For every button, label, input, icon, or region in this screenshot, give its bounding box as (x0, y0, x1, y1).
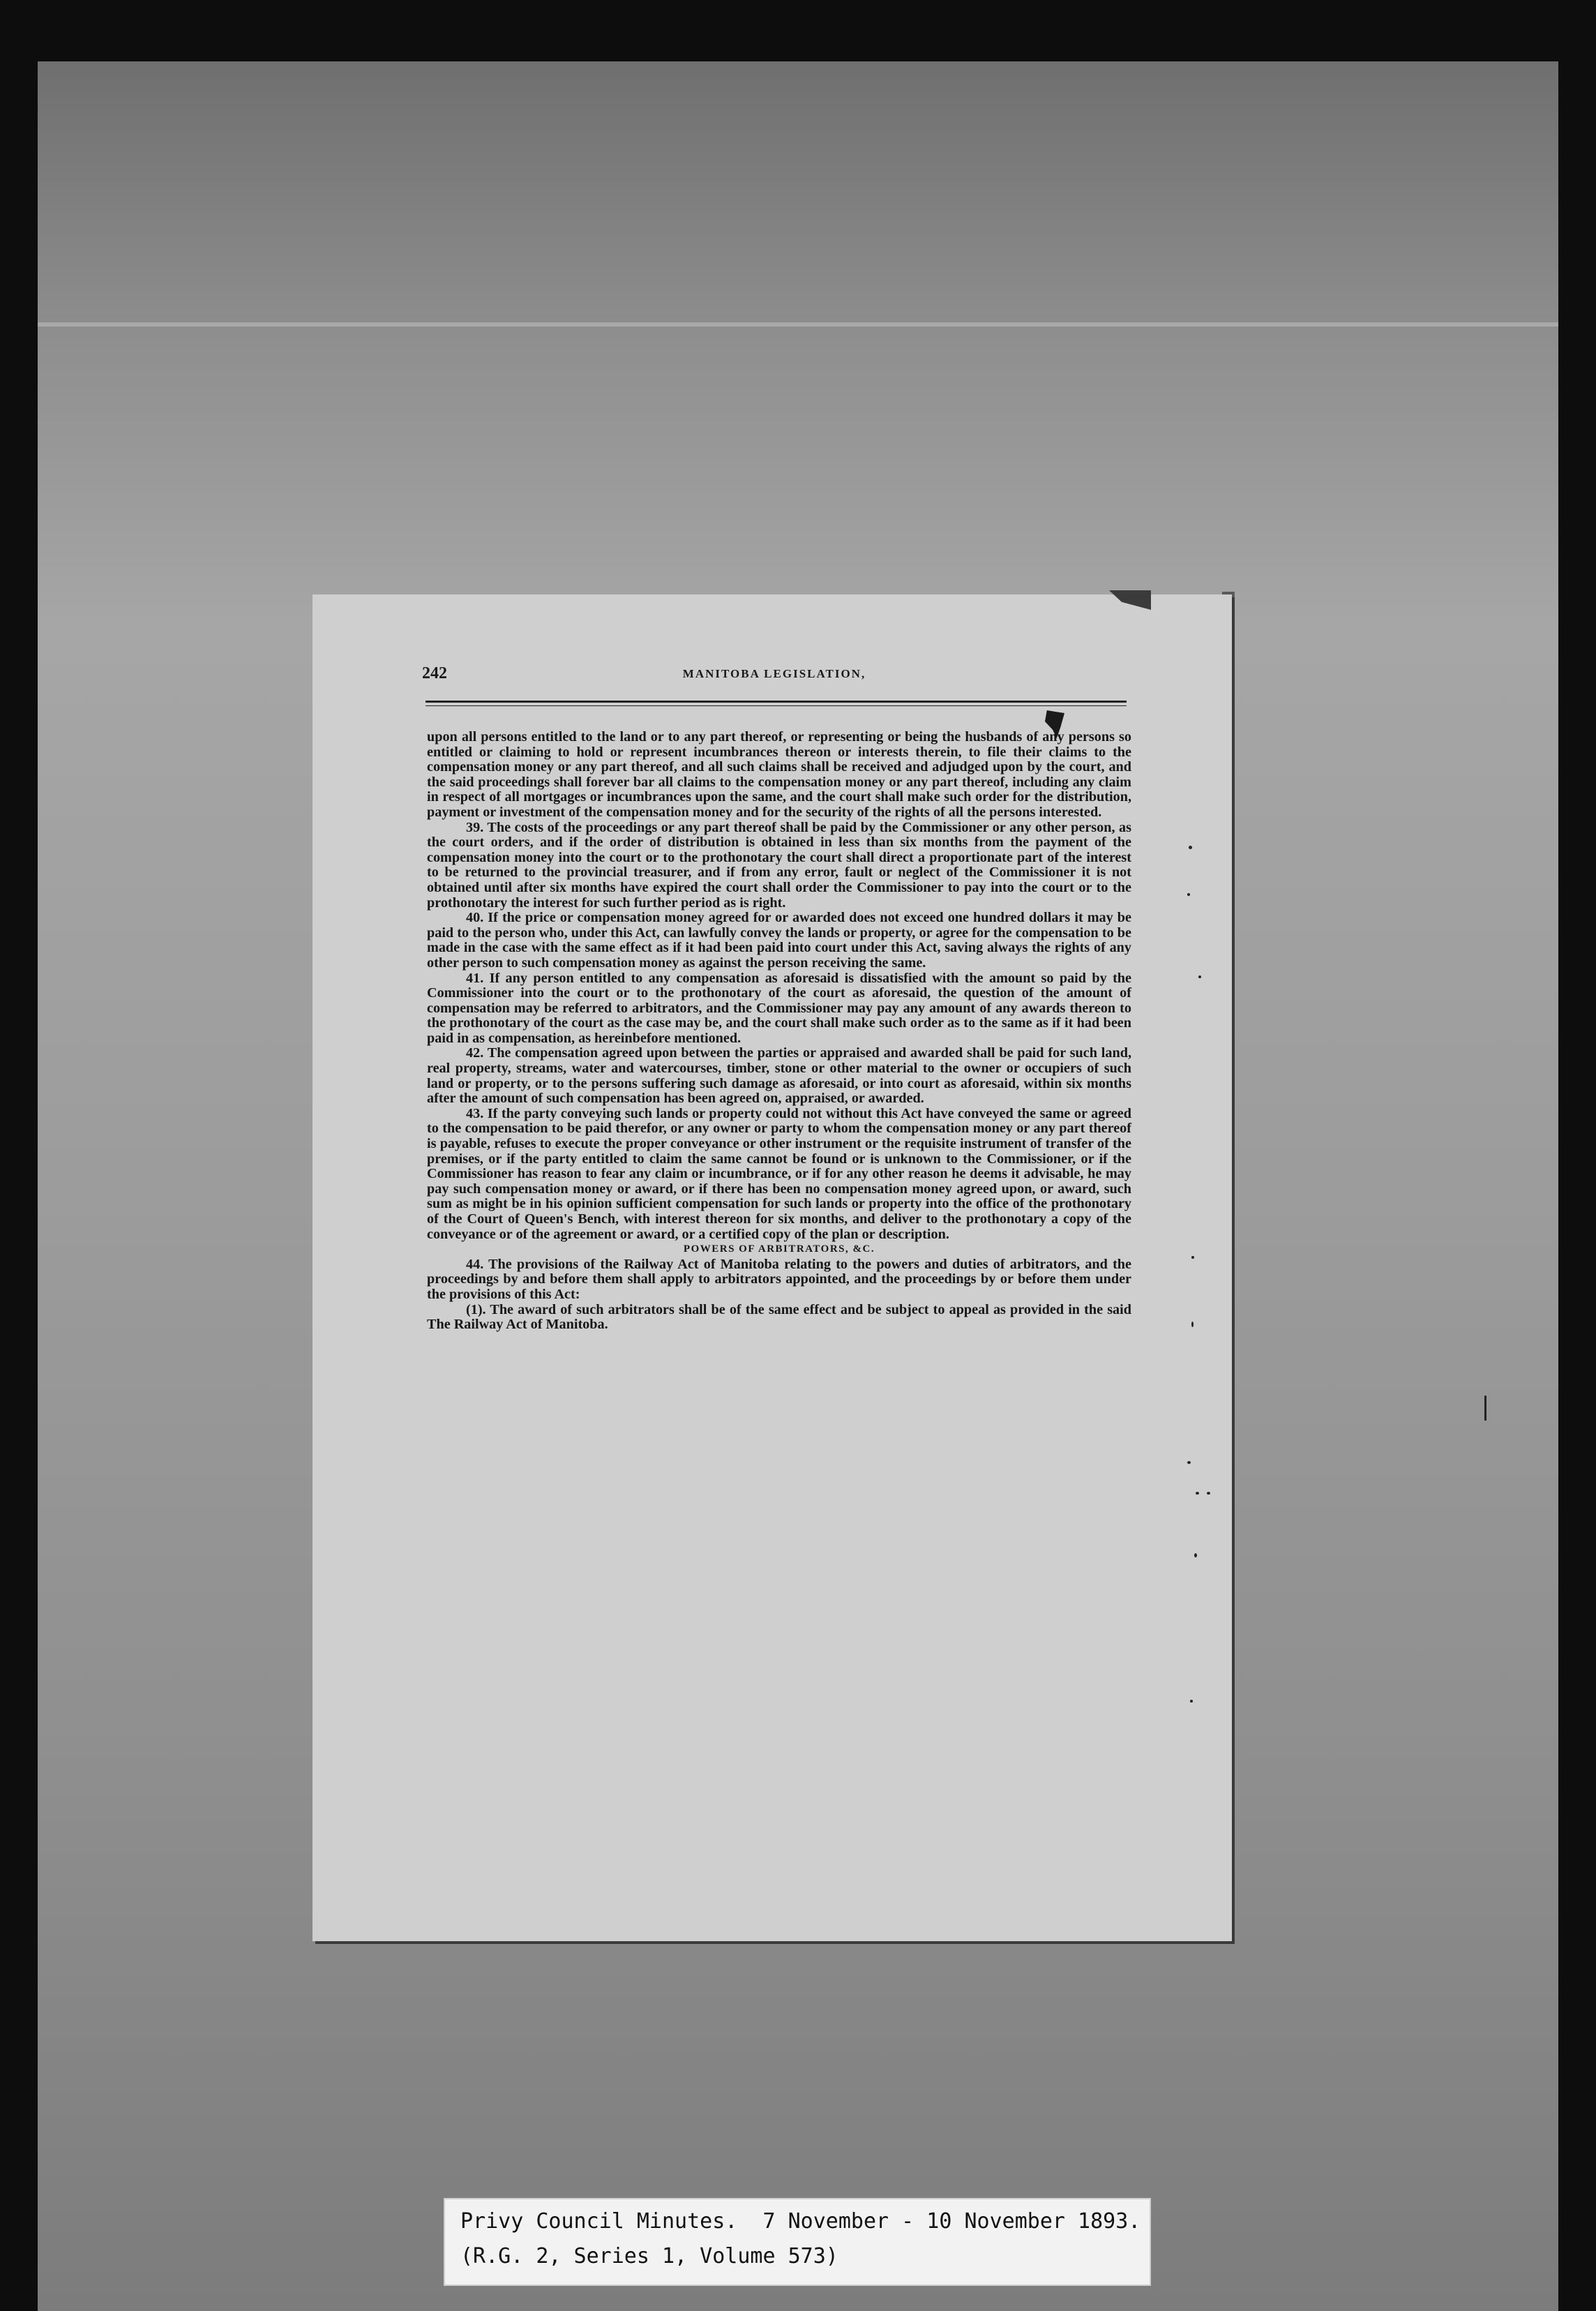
page-header (422, 664, 1127, 692)
film-speck (1198, 975, 1201, 978)
section-39: 39. The costs of the proceedings or any part thereof shall be paid by the Commissioner or any other person, as the court orders, and if the order of distribution is obtained in less than six months from the payment of the compensation money into the court or to the prothonotary the court shall direct a proportionate part of the interest to be returned to the provincial treasurer, and if from any error, fault or neglect of the Commissioner it is not obtained until after six months have expired the court shall order the Commissioner to pay into the court or to the prothonotary the interest for such further period as is right. (427, 819, 1131, 911)
body-text (427, 730, 1131, 1333)
film-speck (1191, 1322, 1194, 1327)
caption-title: Privy Council Minutes. 7 November - 10 November 1893. (460, 2209, 1141, 2234)
running-head: MANITOBA LEGISLATION, (682, 667, 866, 680)
header-rule (426, 701, 1127, 703)
film-speck (1191, 1256, 1194, 1259)
film-speck (1196, 1492, 1199, 1495)
film-speck (1207, 1492, 1210, 1495)
film-speck (1190, 1700, 1193, 1703)
paragraph-continued: upon all persons entitled to the land or to any part thereof, or representing or being the husbands of any persons so entitled or claiming to hold or represent incumbrances thereon or interests therein, to file their claims to the compensation money or any part thereof, and all such claims shall be received and adjudged upon by the court, and the said proceedings shall forever bar all claims to the compensation money or any part thereof, including any claim in respect of all mortgages or incumbrances upon the same, and the court shall make such order for the distribution, payment or investment of the compensation money and for the security of the rights of all the persons interested. (427, 729, 1131, 820)
film-scratch (1484, 1396, 1486, 1421)
caption-reference: (R.G. 2, Series 1, Volume 573) (460, 2244, 838, 2268)
section-43: 43. If the party conveying such lands or property could not without this Act have conveyed the same or agreed to the compensation to be paid therefor, or any owner or party to whom the compensation money or any part thereof is payable, refuses to execute the proper conveyance or other instrument or the requisite instrument of transfer of the premises, or if the party entitled to claim the same cannot be found or is unknown to the Commissioner, or if the Commissioner has reason to fear any claim or incumbrance, or if for any other reason he deems it advisable, he may pay such compensation money or award, or if there has been no compensation money agreed upon, or award, such sum as might be in his opinion sufficient compensation for such lands or property into the office of the prothonotary of the Court of Queen's Bench, with interest thereon for six months, and deliver to the prothonotary a copy of the conveyance or of the agreement or award, or a certified copy of the plan or description. (427, 1105, 1131, 1242)
section-40: 40. If the price or compensation money agreed for or awarded does not exceed one hundred dollars it may be paid to the person who, under this Act, can lawfully convey the lands or property, or agree for the compensation to be made in the case with the same effect as if it had been paid into court under this Act, saving always the rights of any other person to such compensation money as against the person receiving the same. (427, 910, 1131, 971)
page-number: 242 (422, 664, 447, 682)
header-rule-thin (426, 705, 1127, 706)
section-heading: POWERS OF ARBITRATORS, &C. (683, 1243, 875, 1255)
section-42: 42. The compensation agreed upon between the parties or appraised and awarded shall be paid for such land, real property, streams, water and watercourses, timber, stone or other material to the owner or occupiers of such land or property, or to the persons suffering such damage as aforesaid, or into court as aforesaid, within six months after the amount of such compensation has been agreed on, appraised, or awarded. (427, 1045, 1131, 1107)
section-41: 41. If any person entitled to any compensation as aforesaid is dissatisfied with the amount so paid by the Commissioner into the court or to the prothonotary of the court as aforesaid, the question of the amount of compensation may be referred to arbitrators, and the Commissioner may pay any amount of any awards thereon to the prothonotary of the court as the case may be, and the court shall make such order as to the same as if it had been paid in as compensation, as hereinbefore mentioned. (427, 970, 1131, 1046)
film-speck (1187, 893, 1190, 896)
film-speck (1194, 1553, 1197, 1557)
section-44: 44. The provisions of the Railway Act of Manitoba relating to the powers and duties of arbitrators, and the proceedings by and before them shall apply to arbitrators appointed, and the proceedings by or before them under the provisions of this Act: (427, 1256, 1131, 1302)
microfilm-caption-label (444, 2198, 1151, 2286)
film-scratch-band (38, 322, 1558, 327)
film-speck (1189, 846, 1192, 849)
section-44-subclause-1: (1). The award of such arbitrators shall be of the same effect and be subject to appeal as provided in the said The Railway Act of Manitoba. (427, 1301, 1131, 1333)
film-speck (1187, 1461, 1191, 1464)
